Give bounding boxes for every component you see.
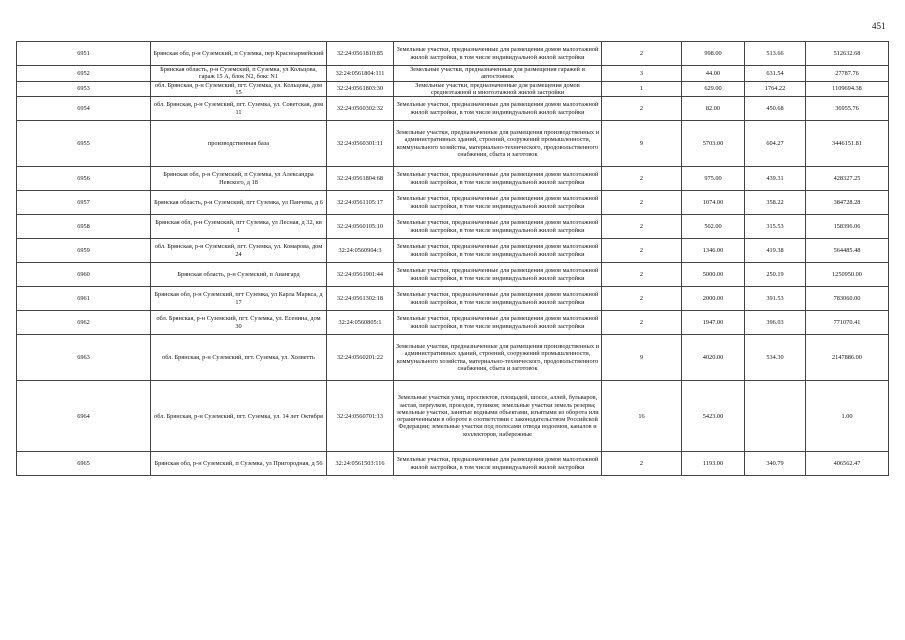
specific-value-cell: 513.66 [745, 42, 806, 66]
category-cell: 2 [602, 452, 682, 476]
area-cell: 44.00 [682, 66, 745, 82]
table-row [17, 191, 889, 215]
table-row [17, 215, 889, 239]
category-cell: 2 [602, 311, 682, 335]
specific-value-cell: 450.68 [745, 97, 806, 121]
area-cell: 998.00 [682, 42, 745, 66]
area-cell: 1346.00 [682, 239, 745, 263]
address-cell: Брянская обл, р-н Суземский, пгт Суземка, ул Карла Маркса, д 17 [151, 287, 327, 311]
address-cell: Брянская обл, р-н Суземский, п Суземка, ул Пригородная, д 56 [151, 452, 327, 476]
cadastral-value-cell: 3446151.81 [806, 121, 889, 167]
specific-value-cell: 340.79 [745, 452, 806, 476]
specific-value-cell: 534.30 [745, 335, 806, 381]
row-number: 6964 [17, 381, 151, 452]
category-cell: 2 [602, 239, 682, 263]
land-use-cell: Земельные участки, предназначенные для размещения производственных и административных зданий, строений, сооружений промышленности, коммунального хозяйства, материально-технического, продовольственного снабжения, сбыта и заготовок [394, 121, 602, 167]
table-row [17, 97, 889, 121]
cadastral-value-cell: 158396.06 [806, 215, 889, 239]
land-use-cell: Земельные участки, предназначенные для размещения домов среднеэтажной и многоэтажной жилой застройки [394, 81, 602, 97]
table-row [17, 66, 889, 82]
category-cell: 2 [602, 97, 682, 121]
cadastral-value-cell: 564485.48 [806, 239, 889, 263]
land-use-cell: Земельные участки, предназначенные для размещения домов малоэтажной жилой застройки, в том числе индивидуальной жилой застройки [394, 191, 602, 215]
cadastral-value-cell: 1.00 [806, 381, 889, 452]
land-use-cell: Земельные участки, предназначенные для размещения производственных и административных зданий, строений, сооружений промышленности, коммунального хозяйства, материально-технического, продовольственного снабжения, сбыта и заготовок [394, 335, 602, 381]
land-registry-table [16, 41, 889, 476]
address-cell: Брянская область, р-н Суземский, п Авангард [151, 263, 327, 287]
specific-value-cell: 631.54 [745, 66, 806, 82]
cadastral-number-cell: 32:24:0561302:18 [327, 287, 394, 311]
specific-value-cell [745, 381, 806, 452]
category-cell: 2 [602, 191, 682, 215]
category-cell: 2 [602, 287, 682, 311]
cadastral-number-cell: 32:24:0560904:3 [327, 239, 394, 263]
cadastral-value-cell: 512632.68 [806, 42, 889, 66]
row-number: 6951 [17, 42, 151, 66]
table-row [17, 167, 889, 191]
table-row [17, 263, 889, 287]
address-cell: обл. Брянская, р-н Суземский, пгт. Суземка, ул. Есенина, дом 30 [151, 311, 327, 335]
table-row [17, 381, 889, 452]
address-cell: обл. Брянская, р-н Суземский, пгт. Суземка, ул. Холветть [151, 335, 327, 381]
area-cell: 4020.00 [682, 335, 745, 381]
row-number: 6963 [17, 335, 151, 381]
cadastral-number-cell: 32:24:0560201:22 [327, 335, 394, 381]
area-cell: 1947.00 [682, 311, 745, 335]
address-cell: обл. Брянская, р-н Суземский, пгт. Суземка, ул. Советская, дом 11 [151, 97, 327, 121]
row-number: 6954 [17, 97, 151, 121]
land-use-cell: Земельные участки, предназначенные для размещения домов малоэтажной жилой застройки, в том числе индивидуальной жилой застройки [394, 311, 602, 335]
cadastral-value-cell: 406562.47 [806, 452, 889, 476]
area-cell: 502.00 [682, 215, 745, 239]
area-cell: 5000.00 [682, 263, 745, 287]
address-cell: Брянская обл, р-н Суземский, п Суземка, ул Александра Невского, д 18 [151, 167, 327, 191]
table-row [17, 452, 889, 476]
cadastral-value-cell: 428327.25 [806, 167, 889, 191]
specific-value-cell: 419.38 [745, 239, 806, 263]
row-number: 6955 [17, 121, 151, 167]
table-row [17, 239, 889, 263]
table-row [17, 121, 889, 167]
cadastral-value-cell: 771070.41 [806, 311, 889, 335]
cadastral-number-cell: 32:24:0560302:32 [327, 97, 394, 121]
land-use-cell: Земельные участки, предназначенные для размещения домов малоэтажной жилой застройки, в том числе индивидуальной жилой застройки [394, 42, 602, 66]
cadastral-value-cell: 783060.00 [806, 287, 889, 311]
category-cell: 1 [602, 81, 682, 97]
specific-value-cell: 391.53 [745, 287, 806, 311]
row-number: 6959 [17, 239, 151, 263]
cadastral-number-cell: 32:24:0561503:116 [327, 452, 394, 476]
row-number: 6953 [17, 81, 151, 97]
category-cell: 2 [602, 42, 682, 66]
page-number: 451 [872, 21, 886, 31]
cadastral-number-cell: 32:24:0560701:13 [327, 381, 394, 452]
area-cell: 1074.00 [682, 191, 745, 215]
cadastral-value-cell: 1250950.00 [806, 263, 889, 287]
table-row [17, 42, 889, 66]
row-number: 6958 [17, 215, 151, 239]
address-cell: Брянская область, р-н Суземский, пгт Суземка, ул Панчева, д 6 [151, 191, 327, 215]
land-use-cell: Земельные участки, предназначенные для размещения домов малоэтажной жилой застройки, в том числе индивидуальной жилой застройки [394, 287, 602, 311]
table-row [17, 287, 889, 311]
area-cell: 5703.00 [682, 121, 745, 167]
row-number: 6962 [17, 311, 151, 335]
specific-value-cell: 315.53 [745, 215, 806, 239]
table-row [17, 81, 889, 97]
area-cell: 1193.00 [682, 452, 745, 476]
cadastral-value-cell: 384728.28 [806, 191, 889, 215]
cadastral-number-cell: 32:24:0561804:111 [327, 66, 394, 82]
specific-value-cell: 1764.22 [745, 81, 806, 97]
specific-value-cell: 396.03 [745, 311, 806, 335]
cadastral-number-cell: 32:24:0561804:68 [327, 167, 394, 191]
cadastral-number-cell: 32:24:0560805:1 [327, 311, 394, 335]
land-use-cell: Земельные участки, предназначенные для размещения домов малоэтажной жилой застройки, в том числе индивидуальной жилой застройки [394, 215, 602, 239]
table-row [17, 311, 889, 335]
cadastral-value-cell: 36955.76 [806, 97, 889, 121]
address-cell: обл. Брянская, р-н Суземский, пгт. Суземка, ул. 14 лет Октября [151, 381, 327, 452]
cadastral-value-cell: 2147886.00 [806, 335, 889, 381]
row-number: 6956 [17, 167, 151, 191]
address-cell: Брянская область, р-н Суземский, п Суземка, ул Кольцова, гараж 15 А, блок N2, бокс N1 [151, 66, 327, 82]
address-cell: Брянская обл, р-н Суземский, пгт Суземка, ул Лесная, д 32, кв 1 [151, 215, 327, 239]
address-cell: обл. Брянская, р-н Суземский, пгт. Суземка, ул. Комарова, дом 24 [151, 239, 327, 263]
cadastral-value-cell: 1109694.38 [806, 81, 889, 97]
cadastral-number-cell: 32:24:0561901:44 [327, 263, 394, 287]
cadastral-value-cell: 27787.76 [806, 66, 889, 82]
land-use-cell: Земельные участки, предназначенные для размещения домов малоэтажной жилой застройки, в том числе индивидуальной жилой застройки [394, 167, 602, 191]
row-number: 6952 [17, 66, 151, 82]
area-cell: 2000.00 [682, 287, 745, 311]
table-row [17, 335, 889, 381]
cadastral-number-cell: 32:24:0561105:17 [327, 191, 394, 215]
area-cell: 975.00 [682, 167, 745, 191]
category-cell: 3 [602, 66, 682, 82]
cadastral-number-cell: 32:24:0561803:30 [327, 81, 394, 97]
address-cell: производственная база [151, 121, 327, 167]
address-cell: обл. Брянская, р-н Суземский, пгт. Суземка, ул. Кольцова, дом 15 [151, 81, 327, 97]
area-cell: 5423.00 [682, 381, 745, 452]
row-number: 6957 [17, 191, 151, 215]
cadastral-number-cell: 32:24:0561810:85 [327, 42, 394, 66]
area-cell: 82.00 [682, 97, 745, 121]
land-use-cell: Земельные участки, предназначенные для размещения домов малоэтажной жилой застройки, в том числе индивидуальной жилой застройки [394, 239, 602, 263]
row-number: 6961 [17, 287, 151, 311]
category-cell: 9 [602, 121, 682, 167]
category-cell: 2 [602, 167, 682, 191]
land-use-cell: Земельные участки улиц, проспектов, площадей, шоссе, аллей, бульваров, застав, переулков, проездов, тупиков; земельные участки земель резерва; земельные участки, занятые водными объектами, изъятыми из оборота или ограниченными в обороте в соответствии с законодательством Российской Федерации; земельные участки под полосами отвода водоемов, каналов и коллекторов, набережные [394, 381, 602, 452]
category-cell: 2 [602, 263, 682, 287]
land-use-cell: Земельные участки, предназначенные для размещения домов малоэтажной жилой застройки, в том числе индивидуальной жилой застройки [394, 97, 602, 121]
specific-value-cell: 439.31 [745, 167, 806, 191]
category-cell: 9 [602, 335, 682, 381]
row-number: 6965 [17, 452, 151, 476]
row-number: 6960 [17, 263, 151, 287]
category-cell: 16 [602, 381, 682, 452]
land-use-cell: Земельные участки, предназначенные для размещения гаражей и автостоянок [394, 66, 602, 82]
cadastral-number-cell: 32:24:0560105:10 [327, 215, 394, 239]
area-cell: 629.00 [682, 81, 745, 97]
land-use-cell: Земельные участки, предназначенные для размещения домов малоэтажной жилой застройки, в том числе индивидуальной жилой застройки [394, 263, 602, 287]
land-use-cell: Земельные участки, предназначенные для размещения домов малоэтажной жилой застройки, в том числе индивидуальной жилой застройки [394, 452, 602, 476]
category-cell: 2 [602, 215, 682, 239]
address-cell: Брянская обл, р-н Суземский, п Суземка, пер Красноармейский [151, 42, 327, 66]
specific-value-cell: 604.27 [745, 121, 806, 167]
cadastral-number-cell: 32:24:0560301:11 [327, 121, 394, 167]
specific-value-cell: 358.22 [745, 191, 806, 215]
specific-value-cell: 250.19 [745, 263, 806, 287]
